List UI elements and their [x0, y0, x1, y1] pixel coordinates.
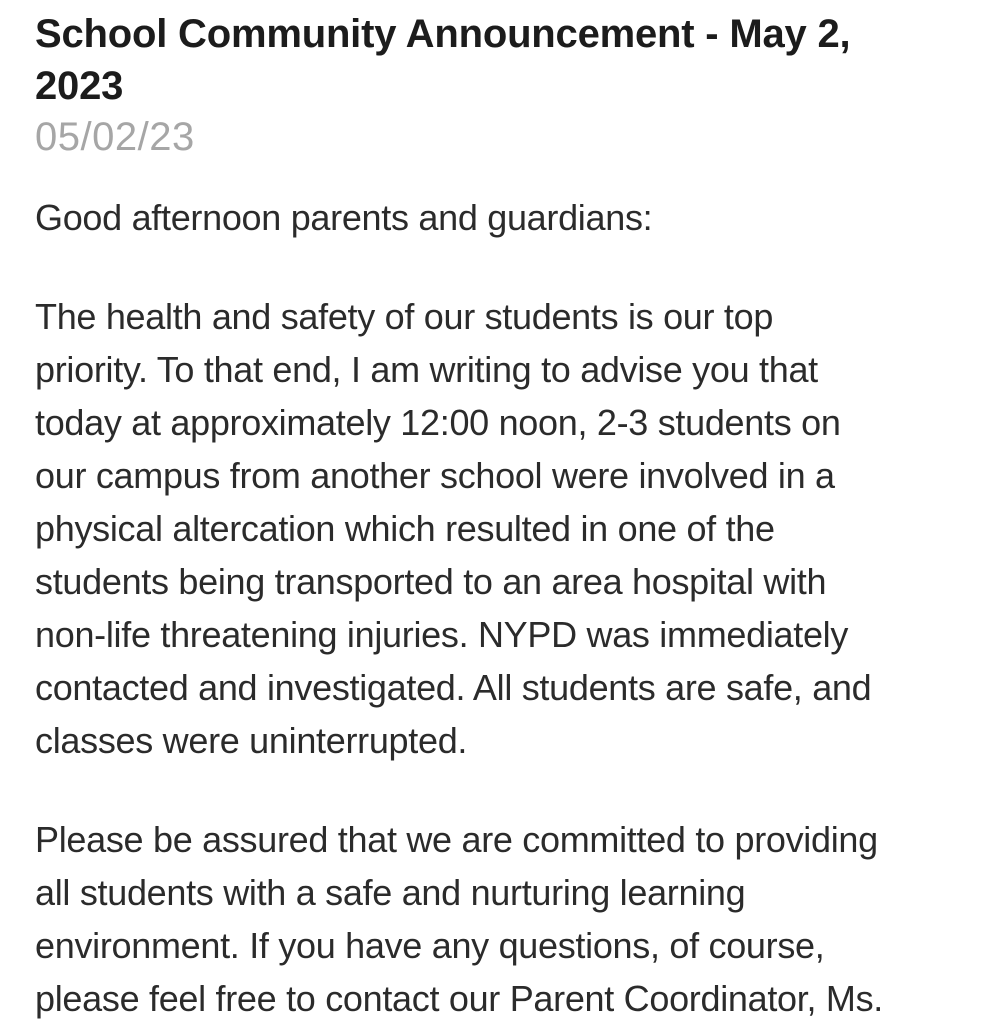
announcement-paragraph: The health and safety of our students is our top priority. To that end, I am writing to advise you that today at approximately 12:00 noon, 2-3 students on our campus from another school were involved in a physical altercation which resulted in one of the students being transported to an area hospital with non-life threatening injuries. NYPD was immediately contacted and investigated. All students are safe, and classes were uninterrupted. — [35, 296, 872, 761]
announcement-title: School Community Announcement - May 2, 2023 — [35, 12, 851, 108]
announcement-paragraph: Good afternoon parents and guardians: — [35, 197, 653, 238]
announcement-body — [35, 191, 954, 1025]
announcement-paragraph: Please be assured that we are committed to providing all students with a safe and nurturing learning environment. If you have any questions, of course, please feel free to contact our Parent Coordinator, Ms. — [35, 819, 883, 1019]
announcement-date: 05/02/23 — [35, 115, 195, 159]
